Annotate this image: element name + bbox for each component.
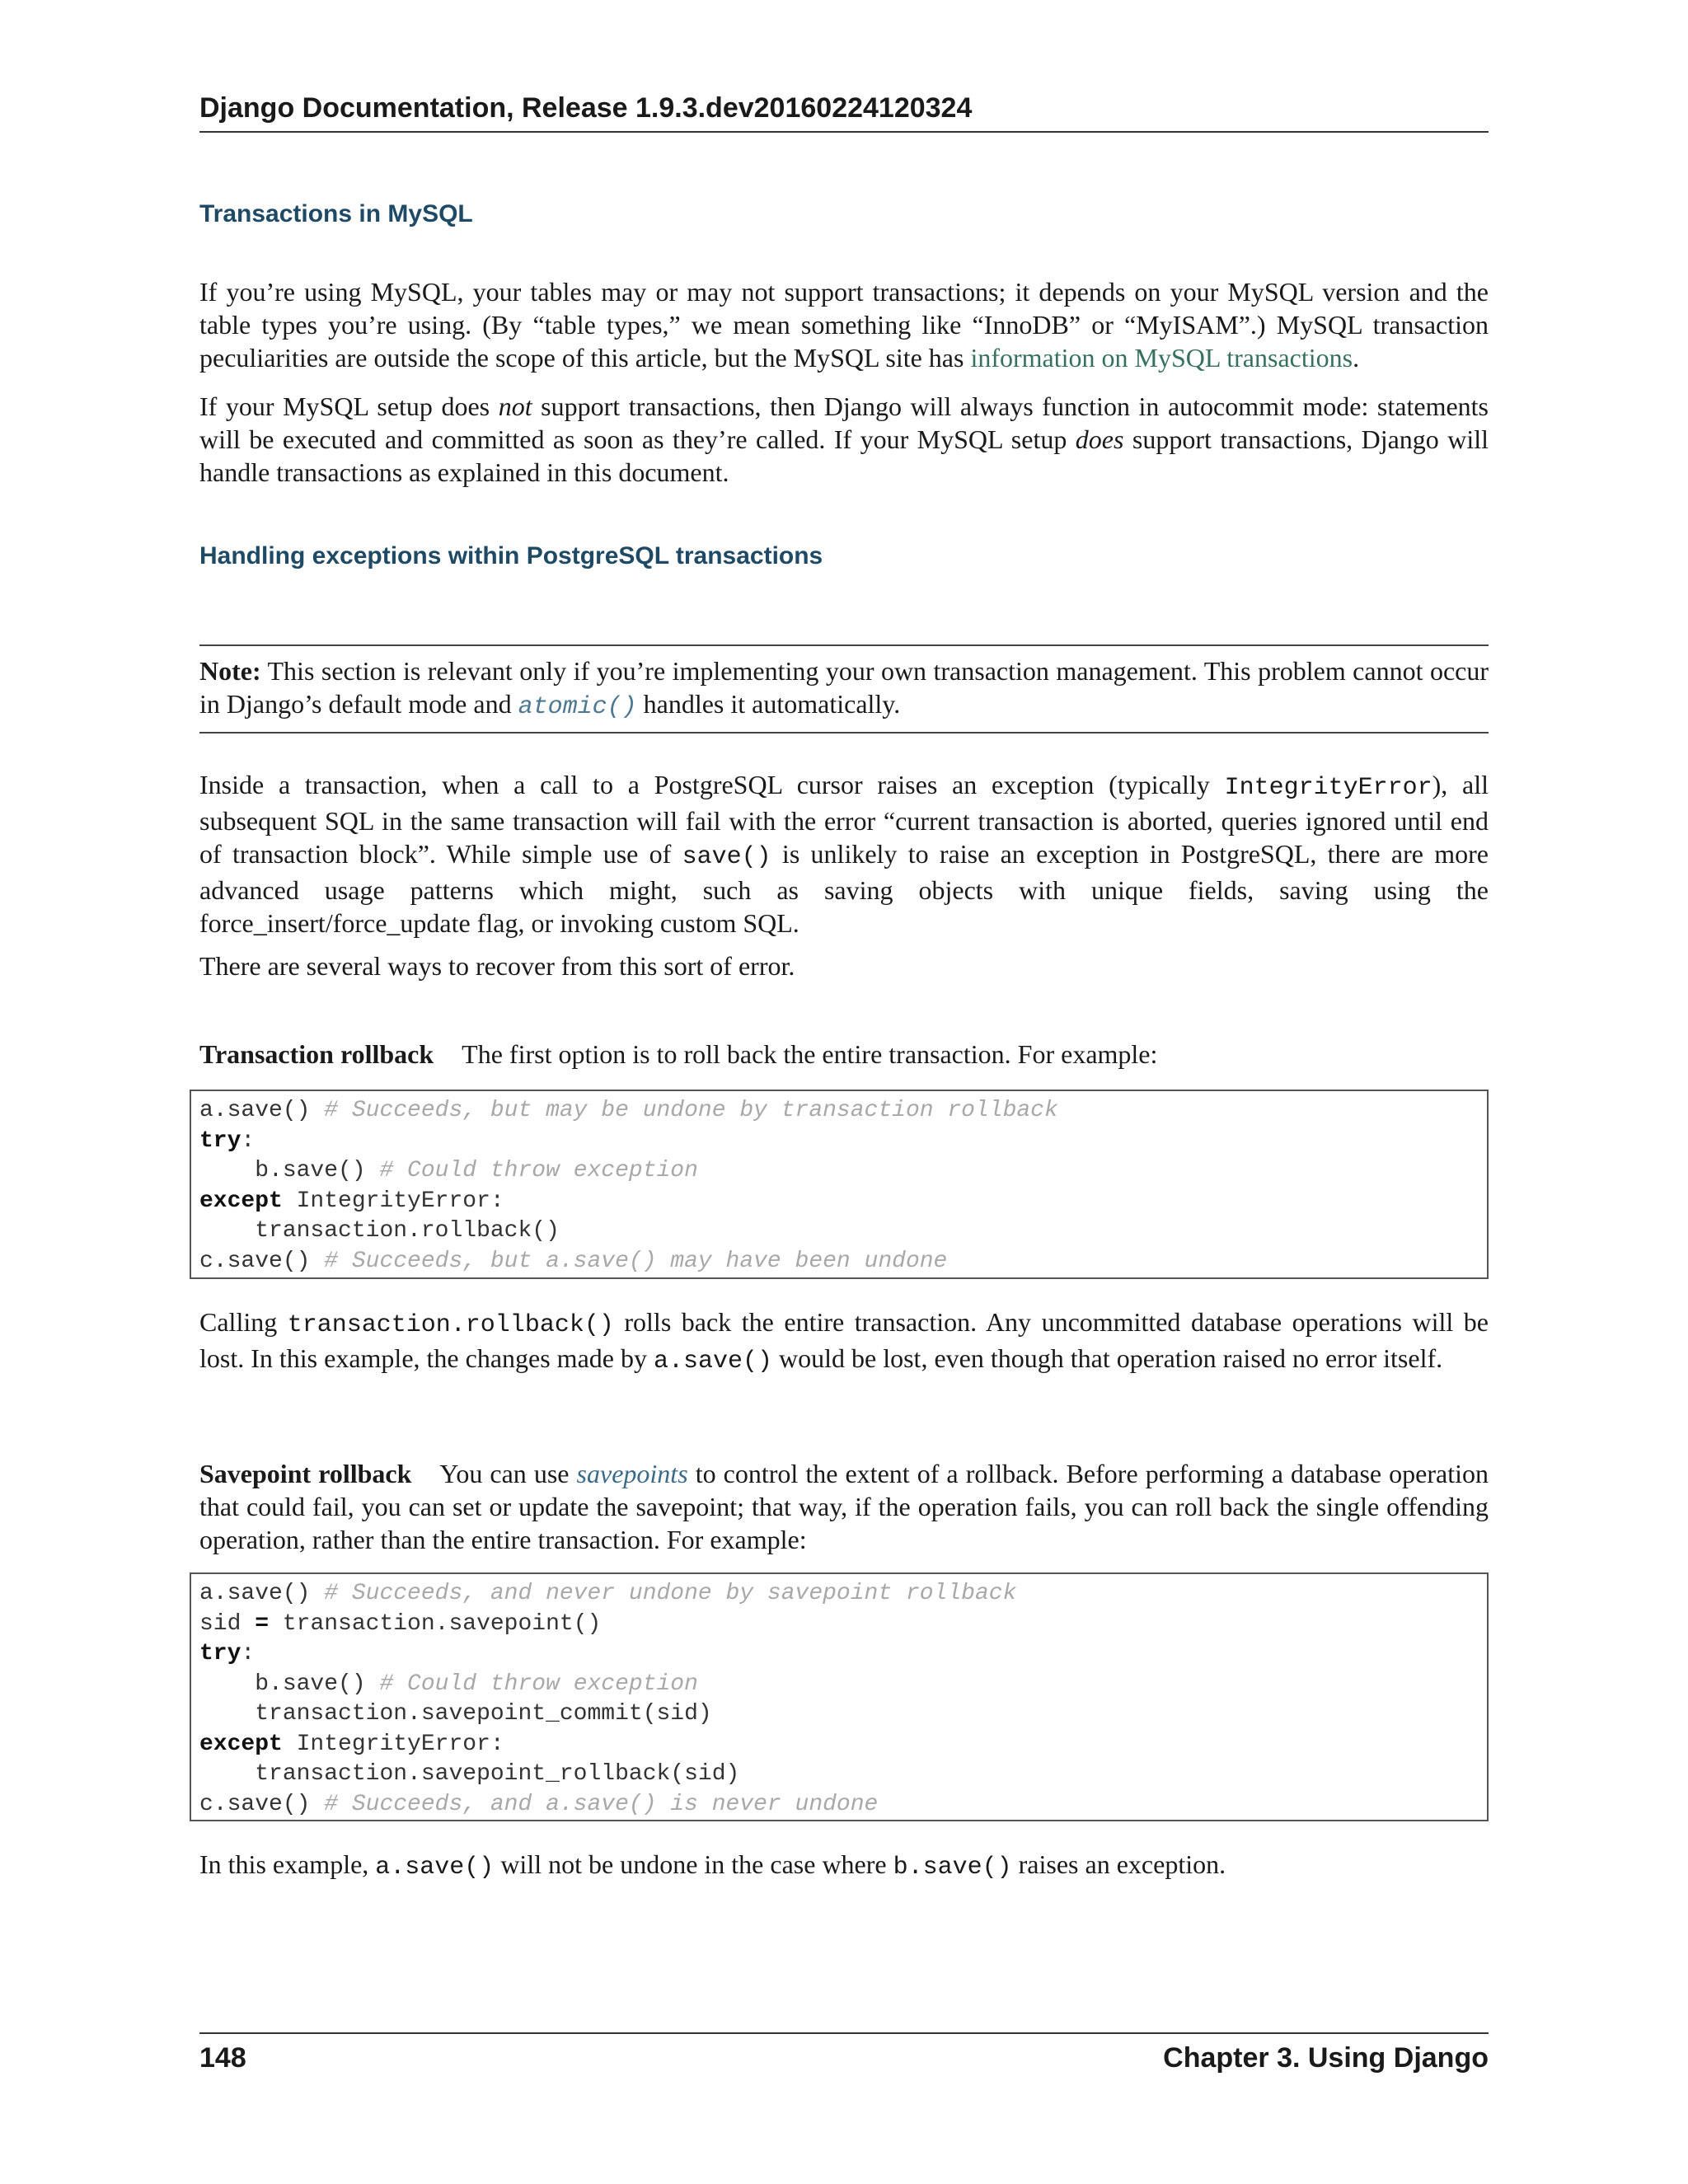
- code-line: [199, 1610, 1479, 1640]
- note-text: Note: This section is relevant only if you’re implementing your own transaction management. This problem cannot occur in Django’s default mode and atomic() handles it automatically.: [199, 656, 1489, 721]
- savepoints-link[interactable]: savepoints: [576, 1459, 688, 1488]
- code-line: [199, 1760, 1479, 1790]
- code-keyword: except: [199, 1188, 283, 1214]
- code-line: [199, 1639, 1479, 1670]
- code-block-transaction-rollback: [190, 1090, 1489, 1279]
- atomic-link[interactable]: atomic(): [518, 693, 637, 721]
- code-comment: # Could throw exception: [379, 1671, 698, 1697]
- code-token: c.save(): [199, 1248, 325, 1274]
- note-admonition: [199, 644, 1489, 733]
- mysql-transactions-link[interactable]: information on MySQL transactions: [970, 343, 1353, 373]
- code-token: :: [241, 1127, 256, 1154]
- code-keyword: except: [199, 1731, 283, 1757]
- code-line: [199, 1127, 1479, 1157]
- transaction-rollback-intro: Transaction rollback The first option is to roll back the entire transaction. For example:: [199, 1039, 1158, 1069]
- code-comment: # Succeeds, and never undone by savepoint rollback: [324, 1581, 1017, 1606]
- code-keyword: try: [199, 1641, 241, 1666]
- mysql-paragraph-2: If your MySQL setup does not support transactions, then Django will always function in autocommit mode: statements will be executed and committed as soon as they’re called. If your MySQL setup does support transactions, Django will handle transactions as explained in this document.: [199, 391, 1489, 487]
- section-heading-postgresql: Handling exceptions within PostgreSQL transactions: [199, 542, 823, 569]
- code-token: transaction.savepoint_rollback(sid): [255, 1761, 740, 1787]
- code-comment: # Could throw exception: [379, 1158, 698, 1183]
- code-line: [199, 1096, 1479, 1127]
- term-savepoint-rollback: Savepoint rollback: [199, 1459, 412, 1488]
- code-token: sid: [199, 1610, 256, 1637]
- code-token: transaction.savepoint(): [269, 1610, 602, 1637]
- code-line: [199, 1216, 1479, 1247]
- mysql-paragraph-1: If you’re using MySQL, your tables may or may not support transactions; it depends on your MySQL version and the table types you’re using. (By “table types,” we mean something like “InnoDB” or “MyISAM”.) MySQL transaction peculiarities are outside the scope of this article, but the MySQL site has information on MySQL transactions.: [199, 277, 1489, 373]
- term-transaction-rollback: Transaction rollback: [199, 1039, 434, 1069]
- code-token: IntegrityError:: [282, 1188, 504, 1214]
- code-comment: # Succeeds, but a.save() may have been undone: [324, 1248, 948, 1274]
- code-comment: # Succeeds, and a.save() is never undone: [324, 1791, 879, 1817]
- savepoint-rollback-intro: Savepoint rollback You can use savepoints to control the extent of a rollback. Before performing a database operation that could fail, you can set or update the savepoint; that way, if the operation fails, you can roll back the single offending operation, rather than the entire transaction. For example:: [199, 1459, 1489, 1554]
- transaction-rollback-explanation: Calling transaction.rollback() rolls back the entire transaction. Any uncommitted database operations will be lost. In this example, the changes made by a.save() would be lost, even though that operation raised no error itself.: [199, 1307, 1489, 1376]
- code-line: [199, 1790, 1479, 1821]
- postgres-paragraph-2: There are several ways to recover from this sort of error.: [199, 951, 795, 981]
- code-token: transaction.savepoint_commit(sid): [255, 1701, 712, 1727]
- code-line: [199, 1730, 1479, 1760]
- code-line: [199, 1187, 1479, 1217]
- postgres-paragraph-1: Inside a transaction, when a call to a PostgreSQL cursor raises an exception (typically IntegrityError), all subsequent SQL in the same transaction will fail with the error “current transaction is aborted, queries ignored until end of transaction block”. While simple use of save() is unlikely to raise an exception in PostgreSQL, there are more advanced usage patterns which might, such as saving objects with unique fields, saving using the force_insert/force_update flag, or invoking custom SQL.: [199, 770, 1489, 938]
- code-line: [199, 1579, 1479, 1610]
- code-comment: # Succeeds, but may be undone by transaction rollback: [324, 1098, 1058, 1123]
- running-header: Django Documentation, Release 1.9.3.dev20160224120324: [199, 92, 1489, 133]
- code-line: [199, 1670, 1479, 1700]
- code-token: b.save(): [255, 1671, 380, 1697]
- code-line: [199, 1699, 1479, 1730]
- code-line: [199, 1156, 1479, 1187]
- code-token: =: [255, 1610, 270, 1637]
- code-token: transaction.rollback(): [255, 1218, 560, 1244]
- code-token: b.save(): [255, 1158, 380, 1183]
- page-number: 148: [199, 2042, 246, 2074]
- code-token: a.save(): [199, 1098, 325, 1123]
- code-token: :: [241, 1641, 256, 1666]
- running-footer: [199, 2032, 1489, 2074]
- document-page: [199, 0, 1489, 2184]
- code-token: c.save(): [199, 1791, 325, 1817]
- code-keyword: try: [199, 1127, 241, 1154]
- code-token: IntegrityError:: [282, 1731, 504, 1757]
- code-block-savepoint-rollback: [190, 1572, 1489, 1821]
- code-token: a.save(): [199, 1581, 325, 1606]
- savepoint-rollback-explanation: In this example, a.save() will not be undone in the case where b.save() raises an exception.: [199, 1849, 1226, 1882]
- code-line: [199, 1247, 1479, 1277]
- chapter-title: Chapter 3. Using Django: [1163, 2042, 1489, 2074]
- note-label: Note:: [199, 656, 261, 686]
- section-heading-mysql: Transactions in MySQL: [199, 200, 473, 227]
